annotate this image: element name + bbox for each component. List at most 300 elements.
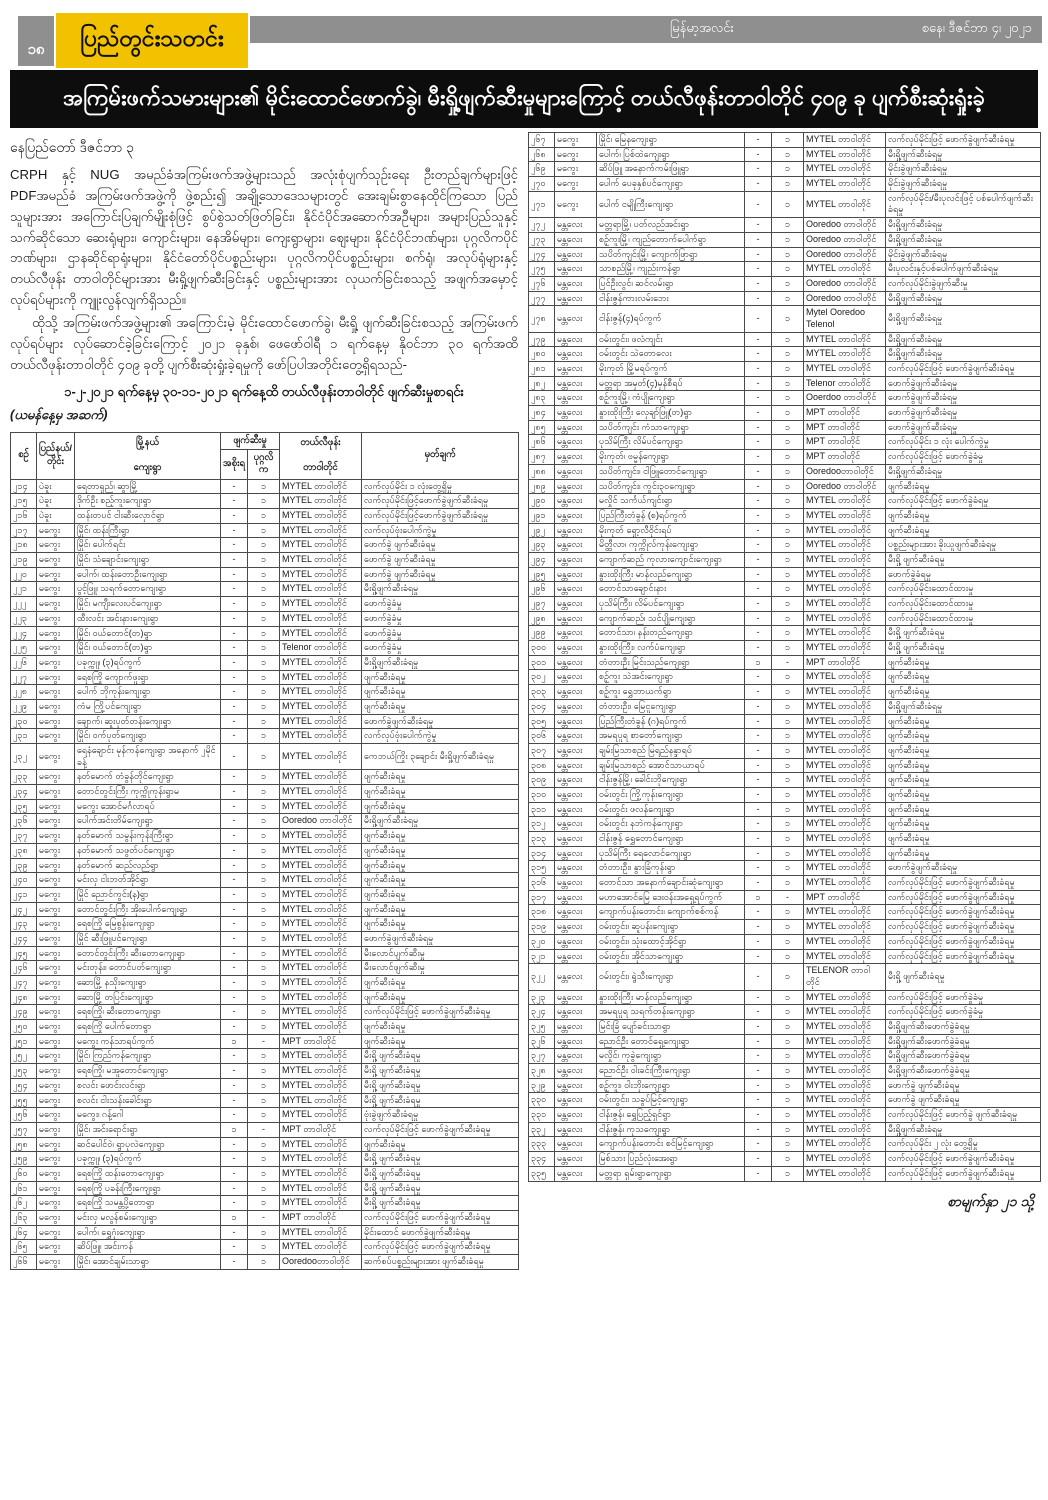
cell-remark: လက်လုပ်ဗုံးပေါက်ကွဲမှု xyxy=(362,523,519,538)
cell-remark: မီးရှို့ဖျက်ဆီးဖောက်ခွဲခံရမှု xyxy=(886,1034,1041,1049)
cell-remark: လက်လုပ်မိုင်းဖြင့် ဖောက်ခွဲဖျက်ဆီးခံရမှု xyxy=(886,133,1041,148)
cell-no: ၃၃၃ xyxy=(529,1137,555,1152)
cell-no: ၂၄၃ xyxy=(11,917,37,932)
cell-gov: - xyxy=(221,799,248,814)
cell-tower: MYTEL တာဝါတိုင် xyxy=(280,785,362,800)
cell-private: ၁ xyxy=(772,177,804,192)
table-row xyxy=(529,1093,1041,1108)
cell-town: နွားထိုးကြီး မာန်လည်ကျေးရွာ xyxy=(597,990,745,1005)
cell-no: ၂၂၃ xyxy=(11,611,37,626)
cell-gov: - xyxy=(745,133,772,148)
cell-region: မန္တလေး xyxy=(555,920,597,935)
cell-remark: ဖျက်ဆီးခံရမှု xyxy=(362,917,519,932)
cell-no: ၂၂၈ xyxy=(11,685,37,700)
page-number: ၁၈ xyxy=(27,41,45,58)
cell-gov: - xyxy=(745,1064,772,1079)
cell-town: ချောက်၊ ဆူးပုတ်တန်းကျေးရွာ xyxy=(75,714,221,729)
cell-town: မြိုင်၊ ထန်းကြီးရွာ xyxy=(75,523,221,538)
cell-private: ၁ xyxy=(772,494,804,509)
cell-town: မြိုင်၊ သံချောင်းကျေးရွာ xyxy=(75,553,221,568)
cell-gov: - xyxy=(221,670,248,685)
cell-private: ၁ xyxy=(772,729,804,744)
table-row xyxy=(11,1225,519,1240)
table-row xyxy=(529,306,1041,332)
cell-gov: - xyxy=(745,332,772,347)
cell-gov: - xyxy=(745,508,772,523)
cell-tower: MYTEL တာဝါတိုင် xyxy=(804,191,886,217)
cell-private: ၁ xyxy=(248,858,280,873)
cell-remark: ဖျက်ဆီးခံရမှု xyxy=(362,670,519,685)
cell-no: ၂၄၇ xyxy=(11,976,37,991)
cell-region: မကွေး xyxy=(555,133,597,148)
cell-tower: MPT တာဝါတိုင် xyxy=(280,1211,362,1226)
cell-region: မကွေး xyxy=(37,1005,75,1020)
continued-from-note: (ယမန်နေ့မှ အဆက်) xyxy=(10,406,108,422)
table-row xyxy=(529,1122,1041,1137)
cell-tower: MPT တာဝါတိုင် xyxy=(804,890,886,905)
cell-region: မကွေး xyxy=(37,814,75,829)
cell-region: မကွေး xyxy=(37,799,75,814)
cell-region: မန္တလေး xyxy=(555,332,597,347)
cell-remark: လက်လုပ်မိုင်းဖြင့် ဖောက်ခွဲဖျက်ဆီးခံရမှု xyxy=(886,362,1041,377)
cell-remark: ဖျက်ဆီးခံရမှု xyxy=(362,1020,519,1035)
cell-tower: MYTEL တာဝါတိုင် xyxy=(280,538,362,553)
cell-no: ၂၁၄ xyxy=(11,479,37,494)
cell-private: ၁ xyxy=(248,1255,280,1270)
cell-region: မန္တလေး xyxy=(555,362,597,377)
cell-private: ၁ xyxy=(772,1078,804,1093)
cell-town: ရေစကြို ထန်းတောကျေးရွာ xyxy=(75,1166,221,1181)
cell-no: ၂၄၁ xyxy=(11,887,37,902)
cell-private: ၁ xyxy=(772,291,804,306)
cell-gov: - xyxy=(745,817,772,832)
cell-private: ၁ xyxy=(772,626,804,641)
cell-remark: ဖျက်ဆီးခံရမှု xyxy=(362,902,519,917)
cell-tower: MYTEL တာဝါတိုင် xyxy=(280,1049,362,1064)
cell-no: ၂၄၄ xyxy=(11,931,37,946)
cell-no: ၂၂၅ xyxy=(11,641,37,656)
cell-no: ၂၃၅ xyxy=(11,799,37,814)
cell-gov: - xyxy=(745,1108,772,1123)
cell-private: ၁ xyxy=(248,1093,280,1108)
cell-gov: - xyxy=(221,611,248,626)
cell-remark: ဖျက်ဆီးခံရမှု xyxy=(886,832,1041,847)
cell-tower: MYTEL တာဝါတိုင် xyxy=(804,743,886,758)
cell-private: - xyxy=(248,1034,280,1049)
cell-region: မကွေး xyxy=(37,843,75,858)
cell-no: ၂၇၀ xyxy=(529,177,555,192)
cell-private: ၁ xyxy=(772,218,804,233)
cell-remark: ဖျက်ဆီးခံရမှု xyxy=(362,685,519,700)
cell-remark: မီးရှို့ဖျက်ဆီးခံရမှု xyxy=(886,306,1041,332)
cell-tower: MYTEL တာဝါတိုင် xyxy=(804,1166,886,1181)
table-row xyxy=(11,729,519,744)
cell-remark: ဖောက်ခွဲဖျက်ဆီးခံရမှု xyxy=(362,714,519,729)
cell-region: မကွေး xyxy=(37,1211,75,1226)
cell-region: မန္တလေး xyxy=(555,523,597,538)
cell-region: မန္တလေး xyxy=(555,232,597,247)
cell-gov: - xyxy=(221,770,248,785)
cell-tower: MYTEL တာဝါတိုင် xyxy=(280,1020,362,1035)
cell-remark: မီးရှို့ ဖျက်ဆီးခံရမှု xyxy=(362,1078,519,1093)
cell-gov: - xyxy=(745,626,772,641)
cell-town: ပေါက်၊ ရွှေဂုံးကျေးရွာ xyxy=(75,1225,221,1240)
cell-town: အမရပူရ စာတော်ကျေးရွာ xyxy=(597,729,745,744)
cell-tower: MYTEL တာဝါတိုင် xyxy=(804,567,886,582)
cell-tower: MYTEL တာဝါတိုင် xyxy=(280,553,362,568)
cell-no: ၂၇၁ xyxy=(529,191,555,217)
cell-no: ၂၈၁ xyxy=(529,362,555,377)
cell-tower: MYTEL တာဝါတိုင် xyxy=(280,931,362,946)
cell-tower: MYTEL တာဝါတိုင် xyxy=(804,1122,886,1137)
cell-remark: ဖျက်ဆီးခံရမှု xyxy=(362,829,519,844)
cell-tower: MYTEL တာဝါတိုင် xyxy=(804,347,886,362)
cell-tower: Ooredoo တာဝါတိုင် xyxy=(804,479,886,494)
cell-remark: လက်လုပ်မိုင်းဖြင့် ဖောက်ခွဲဖျက်ဆီးခံရမှု xyxy=(886,934,1041,949)
cell-gov: - xyxy=(221,1005,248,1020)
cell-private: ၁ xyxy=(772,347,804,362)
cell-tower: MYTEL တာဝါတိုင် xyxy=(804,523,886,538)
table-row xyxy=(529,567,1041,582)
table-row xyxy=(529,276,1041,291)
cell-gov: - xyxy=(745,1122,772,1137)
cell-remark: လက်လုပ်မိုင်းဖြင့် ဖောက်ခွဲဖျက်ဆီးခံရမှု xyxy=(362,1211,519,1226)
cell-gov: - xyxy=(745,714,772,729)
table-row xyxy=(11,553,519,568)
cell-private: ၁ xyxy=(248,887,280,902)
cell-no: ၃၁၄ xyxy=(529,846,555,861)
table-row xyxy=(11,582,519,597)
cell-no: ၂၅၀ xyxy=(11,1020,37,1035)
cell-private: ၁ xyxy=(772,1005,804,1020)
page-number-box xyxy=(18,16,54,66)
table-row xyxy=(529,846,1041,861)
cell-remark: ဖျက်ဆီးခံရမှု xyxy=(362,1137,519,1152)
cell-private: ၁ xyxy=(248,1108,280,1123)
cell-gov: - xyxy=(745,306,772,332)
cell-remark: ဖျက်ဆီးခံရမှု xyxy=(886,479,1041,494)
cell-region: မကွေး xyxy=(37,887,75,902)
cell-gov: - xyxy=(745,376,772,391)
cell-no: ၂၈၄ xyxy=(529,406,555,421)
cell-gov: - xyxy=(745,876,772,891)
table-row xyxy=(529,464,1041,479)
cell-no: ၂၃၂ xyxy=(11,744,37,770)
cell-no: ၃၀၄ xyxy=(529,699,555,714)
cell-tower: Mytel Ooredoo Telenol xyxy=(804,306,886,332)
cell-town: ရေစကြို မြေစွန်းကျေးရွာ xyxy=(75,917,221,932)
table-row xyxy=(11,744,519,770)
cell-town: တောင်သာ၊ နန်းတည်ကျေးရွာ xyxy=(597,626,745,641)
cell-no: ၂၄၀ xyxy=(11,873,37,888)
cell-no: ၂၈၆ xyxy=(529,435,555,450)
cell-remark: မီးရှို့ ဖျက်ဆီးခံရမှု xyxy=(886,964,1041,990)
cell-region: မကွေး xyxy=(37,873,75,888)
cell-tower: MYTEL တာဝါတိုင် xyxy=(804,626,886,641)
cell-private: ၁ xyxy=(772,479,804,494)
cell-remark: ဖောက်ခွဲ ဖျက်ဆီးခံရမှု xyxy=(886,1078,1041,1093)
cell-region: မကွေး xyxy=(37,685,75,700)
cell-gov: - xyxy=(221,917,248,932)
table-row xyxy=(11,873,519,888)
cell-gov: - xyxy=(745,276,772,291)
cell-town: ထန်းတပင် ငါးဆီးလှောင်ရွာ xyxy=(75,509,221,524)
cell-tower: MYTEL တာဝါတိုင် xyxy=(280,843,362,858)
cell-tower: MYTEL တာဝါတိုင် xyxy=(280,961,362,976)
cell-no: ၂၆၉ xyxy=(529,162,555,177)
cell-region: မကွေး xyxy=(37,729,75,744)
table-row xyxy=(11,714,519,729)
cell-tower: Ooredoo တာဝါတိုင် xyxy=(280,814,362,829)
table-row xyxy=(11,494,519,509)
section-title: ပြည်တွင်းသတင်း xyxy=(80,24,224,51)
cell-town: ဝမ်းတွင်း ကြို့ကုန်းကျေးရွာ xyxy=(597,787,745,802)
cell-no: ၂၄၈ xyxy=(11,990,37,1005)
cell-town: တောင်တွင်းကြီး ကုက္ကိုကုန်းရွာမ xyxy=(75,785,221,800)
cell-private: ၁ xyxy=(772,990,804,1005)
cell-gov: - xyxy=(745,949,772,964)
table-row xyxy=(529,391,1041,406)
cell-gov: - xyxy=(221,1255,248,1270)
cell-no: ၃၃၂ xyxy=(529,1122,555,1137)
cell-private: ၁ xyxy=(772,787,804,802)
cell-town: ဒိုက်ဦး စည့်ကူးကျေးရွာ xyxy=(75,494,221,509)
cell-tower: MYTEL တာဝါတိုင် xyxy=(804,773,886,788)
cell-remark: ဖျက်ဆီးခံရမှု xyxy=(886,773,1041,788)
cell-tower: MYTEL တာဝါတိုင် xyxy=(804,949,886,964)
table-row xyxy=(11,509,519,524)
cell-private: ၁ xyxy=(772,670,804,685)
cell-no: ၂၃၇ xyxy=(11,829,37,844)
table-row xyxy=(529,232,1041,247)
cell-remark: လက်လုပ်မိုင်းဖြင့်ဖောက်ခွဲဖျက်ဆီးခံရမှု xyxy=(362,494,519,509)
cell-region: မန္တလေး xyxy=(555,376,597,391)
cell-town: မကွေး၊ ဂန့်ဂေါ xyxy=(75,1108,221,1123)
cell-tower: MYTEL တာဝါတိုင် xyxy=(280,1196,362,1211)
cell-private: ၁ xyxy=(248,1166,280,1181)
cell-town: ငါန်းဇွန်၊ ကုသကျေးရွာ xyxy=(597,1122,745,1137)
cell-region: မန္တလေး xyxy=(555,450,597,465)
cell-remark: မီးရှို့ဖျက်ဆီးခံရမှု xyxy=(886,1122,1041,1137)
cell-gov: - xyxy=(745,905,772,920)
cell-private: ၁ xyxy=(248,785,280,800)
table-row xyxy=(11,858,519,873)
cell-region: မန္တလေး xyxy=(555,1064,597,1079)
cell-town: ချမ်းမြသာစည် မြရည်နန္ဒာရပ် xyxy=(597,743,745,758)
cell-remark: လက်လုပ်မိုင်း/မီးပုလင်းဖြင့် ပစ်ပေါက်ဖျက်ဆီးခံရမှု xyxy=(886,191,1041,217)
table-row xyxy=(529,552,1041,567)
cell-gov: - xyxy=(745,802,772,817)
cell-private: ၁ xyxy=(772,773,804,788)
table-row xyxy=(529,218,1041,233)
cell-no: ၂၆၄ xyxy=(11,1225,37,1240)
cell-town: ပခုက္ကူ၊ (၃)ရပ်ကွက် xyxy=(75,1152,221,1167)
cell-remark: မီးရှို့ဖျက်ဆီးခံရမှု xyxy=(886,291,1041,306)
cell-town: တောင်သာ အနောက်ချောင်းဆုံကျေးရွာ xyxy=(597,876,745,891)
cell-region: မန္တလေး xyxy=(555,890,597,905)
cell-private: ၁ xyxy=(248,770,280,785)
cell-remark: ဖျက်ဆီးခံရမှု xyxy=(362,1034,519,1049)
cell-no: ၃၃၄ xyxy=(529,1152,555,1167)
cell-region: မန္တလေး xyxy=(555,934,597,949)
cell-no: ၃၁၁ xyxy=(529,802,555,817)
cell-gov: - xyxy=(221,553,248,568)
cell-tower: MYTEL တာဝါတိုင် xyxy=(804,1064,886,1079)
table-row xyxy=(529,964,1041,990)
cell-no: ၂၃၉ xyxy=(11,858,37,873)
cell-gov: - xyxy=(745,191,772,217)
cell-no: ၂၉၆ xyxy=(529,582,555,597)
cell-remark: ဖောက်ခွဲခံရမှု xyxy=(886,567,1041,582)
cell-tower: MYTEL တာဝါတိုင် xyxy=(280,902,362,917)
cell-gov: - xyxy=(745,773,772,788)
header-region: ပြည်နယ်/ တိုင်း xyxy=(37,432,75,479)
table-row xyxy=(11,670,519,685)
cell-remark: ဖျက်ဆီးခံရမှု xyxy=(886,655,1041,670)
cell-no: ၂၄၆ xyxy=(11,961,37,976)
table-row xyxy=(11,917,519,932)
table-row xyxy=(11,843,519,858)
cell-private: ၁ xyxy=(772,464,804,479)
cell-remark: ဖောက်ခွဲဖျက်ဆီးခံရမှု xyxy=(886,391,1041,406)
cell-town: တံတားဦး၊ နွားခြံကုန်းရွာ xyxy=(597,861,745,876)
cell-tower: MYTEL တာဝါတိုင် xyxy=(804,552,886,567)
table-row xyxy=(529,714,1041,729)
cell-private: ၁ xyxy=(248,655,280,670)
cell-gov: - xyxy=(221,843,248,858)
cell-town: သပိတ်ကျင်း၊ ငါဖြူတောင်ကျေးရွာ xyxy=(597,464,745,479)
cell-private: - xyxy=(248,1211,280,1226)
cell-tower: MYTEL တာဝါတိုင် xyxy=(280,744,362,770)
cell-town: မြိုင်၊ ပေါက်ရင်း xyxy=(75,538,221,553)
cell-no: ၂၉၂ xyxy=(529,523,555,538)
cell-town: ရေစကြို၊ မအူတောင်ကျေးရွာ xyxy=(75,1064,221,1079)
damage-table-right xyxy=(528,132,1041,1182)
cell-private: ၁ xyxy=(772,920,804,935)
table-row xyxy=(529,162,1041,177)
table-row xyxy=(529,905,1041,920)
cell-region: မကွေး xyxy=(37,785,75,800)
cell-gov: - xyxy=(745,582,772,597)
cell-no: ၂၆၅ xyxy=(11,1240,37,1255)
cell-remark: ဖျက်ဆီးခံရမှု xyxy=(886,787,1041,802)
cell-region: မန္တလေး xyxy=(555,641,597,656)
cell-no: ၃၃၁ xyxy=(529,1108,555,1123)
cell-town: နတ်မောက် သမွန်းကုန်းကြီးရွာ xyxy=(75,829,221,844)
table-row xyxy=(529,406,1041,421)
cell-no: ၂၉၉ xyxy=(529,626,555,641)
cell-no: ၃၀၇ xyxy=(529,743,555,758)
cell-town: တောင်တွင်းကြီး အိုးပေါက်ကျေးရွာ xyxy=(75,902,221,917)
cell-private: ၁ xyxy=(772,420,804,435)
cell-town: မိုးကုတ်၊ ဗမ္မန်ကျေးရွာ xyxy=(597,450,745,465)
left-column xyxy=(10,138,518,1270)
cell-town: မကွေး ကန်သာရပ်ကွက် xyxy=(75,1034,221,1049)
cell-private: ၁ xyxy=(772,861,804,876)
cell-private: ၁ xyxy=(248,523,280,538)
cell-remark: လက်လုပ်မိုင်းဖြင့် ဖောက်ခွဲခံရမှု xyxy=(886,494,1041,509)
cell-no: ၂၅၈ xyxy=(11,1137,37,1152)
cell-private: ၁ xyxy=(772,450,804,465)
cell-gov: - xyxy=(745,685,772,700)
cell-region: မကွေး xyxy=(37,946,75,961)
cell-tower: MYTEL တာဝါတိုင် xyxy=(804,920,886,935)
header-private: ပုဂ္ဂလိက xyxy=(248,449,280,479)
cell-no: ၂၄၅ xyxy=(11,946,37,961)
cell-town: ဝမ်းတွင်း၊ ရွဲသီးကျေးရွာ xyxy=(597,964,745,990)
cell-private: ၁ xyxy=(772,817,804,832)
table-row xyxy=(11,641,519,656)
headline-text: အကြမ်းဖက်သမားများ၏ မိုင်းထောင်ဖောက်ခွဲ၊ မီးရှို့ဖျက်ဆီးမှုများကြောင့် တယ်လီဖုန်းတာဝါတိုင် ၄၀၉ ခု ပျက်စီးဆုံးရှုံးခဲ့ xyxy=(63,84,985,110)
cell-private: ၁ xyxy=(772,714,804,729)
cell-private: ၁ xyxy=(772,538,804,553)
cell-private: - xyxy=(248,1122,280,1137)
cell-gov: - xyxy=(221,1064,248,1079)
table-row xyxy=(529,435,1041,450)
cell-tower: MPT တာဝါတိုင် xyxy=(804,655,886,670)
header-destruction: ဖျက်ဆီးမှု xyxy=(221,432,280,449)
cell-remark: လက်လုပ်မိုင်းဖြင့် ဖောက်ခွဲခံမှု xyxy=(886,1005,1041,1020)
cell-region: မန္တလေး xyxy=(555,218,597,233)
cell-gov: - xyxy=(221,1166,248,1181)
cell-remark: ဖျက်ဆီးခံရမှု xyxy=(886,846,1041,861)
cell-private: ၁ xyxy=(248,494,280,509)
cell-gov: ၁ xyxy=(745,890,772,905)
cell-gov: - xyxy=(221,976,248,991)
table-row xyxy=(529,670,1041,685)
table-row xyxy=(529,262,1041,277)
cell-remark: မီးရှို့ ဖျက်ဆီးခံရမှု xyxy=(362,1093,519,1108)
cell-tower: MYTEL တာဝါတိုင် xyxy=(280,714,362,729)
cell-town: ပြင်ဦးလွင်၊ ဆင်လမ်းရွာ xyxy=(597,276,745,291)
cell-gov: - xyxy=(221,1225,248,1240)
cell-no: ၂၃၀ xyxy=(11,714,37,729)
cell-town: ဝမ်းတွင်း၊ သခွပ်မြင့်ကျေးရွာ xyxy=(597,1093,745,1108)
cell-no: ၂၅၉ xyxy=(11,1152,37,1167)
cell-gov: - xyxy=(745,861,772,876)
cell-region: မကွေး xyxy=(555,162,597,177)
cell-private: ၁ xyxy=(772,641,804,656)
cell-gov: - xyxy=(221,699,248,714)
cell-tower: Ooredoo တာဝါတိုင် xyxy=(804,291,886,306)
cell-tower: MYTEL တာဝါတိုင် xyxy=(280,1078,362,1093)
cell-remark: လက်လုပ်မိုင်းဖြင့် ဖောက်ခွဲဖျက်ဆီးခံရမှု xyxy=(886,1152,1041,1167)
cell-private: ၁ xyxy=(248,931,280,946)
cell-remark: မီးရှို့ဖျက်ဆီးခံရမှု xyxy=(886,147,1041,162)
cell-private: ၁ xyxy=(248,729,280,744)
cell-no: ၃၁၉ xyxy=(529,920,555,935)
cell-gov: - xyxy=(221,902,248,917)
cell-region: မန္တလေး xyxy=(555,832,597,847)
cell-tower: MYTEL တာဝါတိုင် xyxy=(804,332,886,347)
cell-region: မကွေး xyxy=(37,1255,75,1270)
cell-gov: - xyxy=(221,1049,248,1064)
table-row xyxy=(529,934,1041,949)
cell-remark: မိုင်းထောင် ဖောက်ခွဲဖျက်ဆီးခံရမှု xyxy=(362,1225,519,1240)
cell-no: ၂၂၂ xyxy=(11,597,37,612)
cell-region: မန္တလေး xyxy=(555,291,597,306)
cell-no: ၂၉၀ xyxy=(529,494,555,509)
cell-private: ၁ xyxy=(772,699,804,714)
cell-gov: - xyxy=(221,1152,248,1167)
cell-no: ၂၂၉ xyxy=(11,699,37,714)
cell-gov: - xyxy=(221,814,248,829)
cell-no: ၃၂၅ xyxy=(529,1019,555,1034)
cell-no: ၂၂၇ xyxy=(11,670,37,685)
table-row xyxy=(529,655,1041,670)
cell-gov: - xyxy=(745,1152,772,1167)
table-row xyxy=(11,1181,519,1196)
